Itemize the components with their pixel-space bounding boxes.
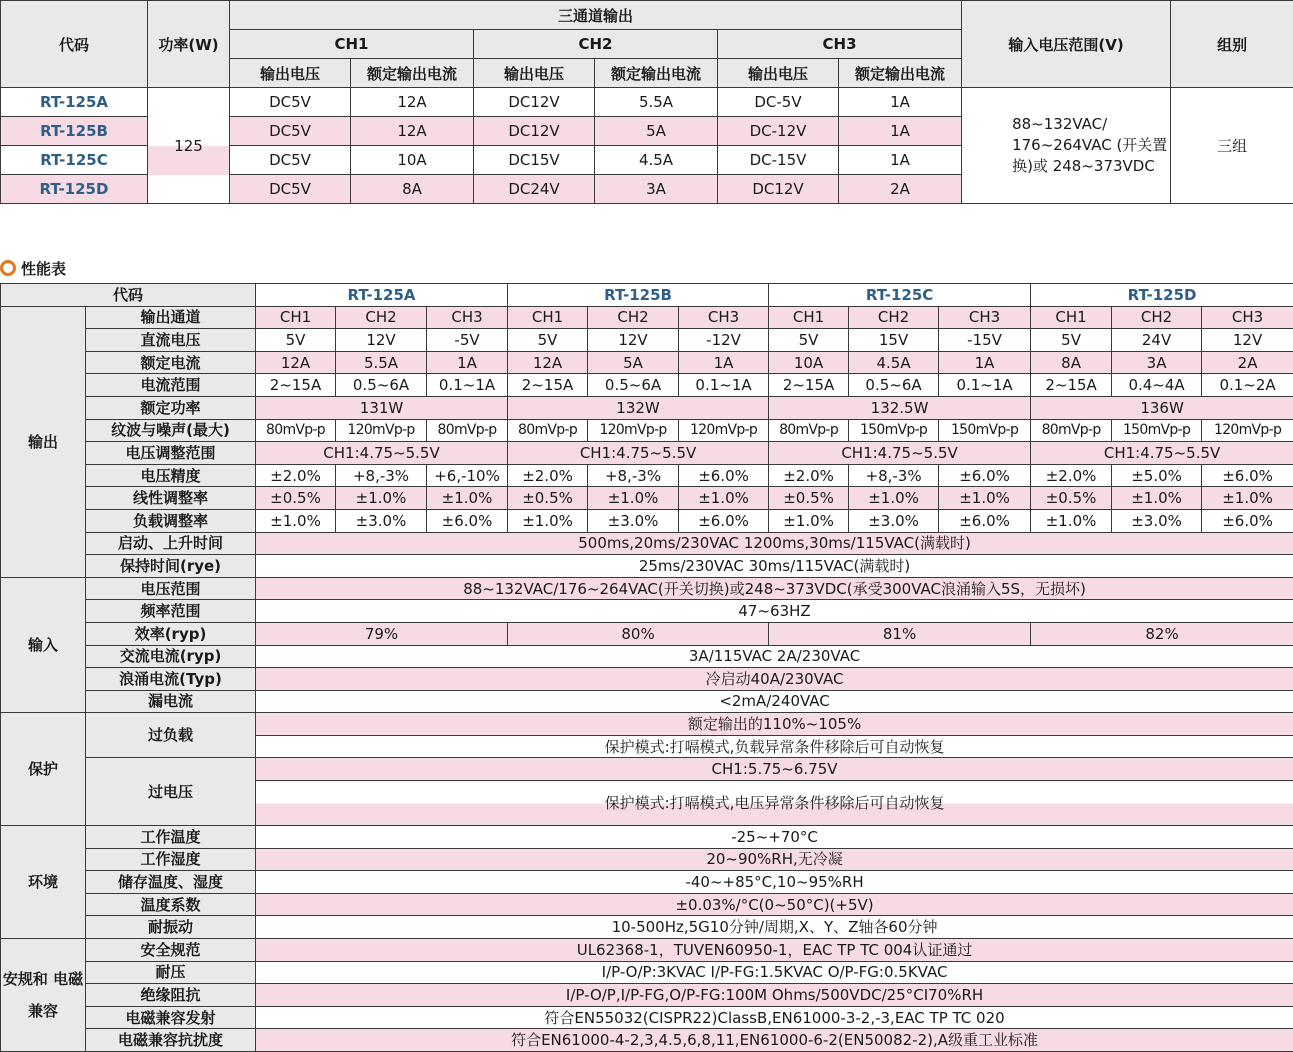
cell: CH1 [769,306,849,329]
cell: ±6.0% [939,509,1031,532]
cell: DC-12V [718,117,839,146]
cell: 150mVp-p [939,419,1031,442]
row-label: 保持时间(rye) [86,555,256,578]
table-row [1,1029,1293,1052]
cell: 150mVp-p [1112,419,1202,442]
cell: 82% [1031,622,1293,645]
cell: 120mVp-p [679,419,769,442]
section-title [0,257,66,279]
row-label: 耐振动 [86,916,256,939]
cell: CH1 [508,306,588,329]
table-row [1,329,1293,352]
cell: 15V [849,329,939,352]
cell: ±5.0% [1112,464,1202,487]
row-label: 电压调整范围 [86,442,256,465]
cell: -5V [427,329,508,352]
cell: ±3.0% [588,509,679,532]
row-label: 直流电压 [86,329,256,352]
header-voltage: 输出电压 [474,59,595,88]
row-label: 效率(ryp) [86,622,256,645]
cell: DC15V [474,146,595,175]
cell: CH1 [1031,306,1112,329]
header-three-channel: 三通道输出 [230,1,962,30]
cell: ±6.0% [427,509,508,532]
cell: ±1.0% [939,487,1031,510]
cell: 2~15A [256,374,336,397]
cell: 10A [351,146,474,175]
cell: 12A [508,351,588,374]
cell: 132.5W [769,396,1031,419]
cell: 3A [595,175,718,204]
cell: DC5V [230,88,351,117]
cell: 80mVp-p [769,419,849,442]
cell: 2~15A [508,374,588,397]
model-header: RT-125B [508,284,769,307]
cell: CH2 [588,306,679,329]
table-row [1,871,1293,894]
cell: 5V [769,329,849,352]
cell: -25~+70°C [256,826,1293,849]
row-label: 绝缘阻抗 [86,984,256,1007]
header-ch1: CH1 [230,30,474,59]
cell: 保护模式:打嗝模式,负载异常条件移除后可自动恢复 [256,735,1293,758]
table-row [1,1006,1293,1029]
table-row [1,758,1293,781]
cell: DC-5V [718,88,839,117]
model-code: RT-125B [1,117,148,146]
row-label: 负载调整率 [86,509,256,532]
table-row [1,442,1293,465]
table-row [1,713,1293,736]
category-output: 输出 [1,306,86,577]
cell: 24V [1112,329,1202,352]
row-label: 过电压 [86,758,256,826]
ring-bullet-icon [0,260,16,276]
cell: 5A [588,351,679,374]
cell: CH2 [336,306,427,329]
cell: ±2.0% [508,464,588,487]
cell: ±0.5% [256,487,336,510]
cell: 5.5A [336,351,427,374]
cell: 12V [588,329,679,352]
cell: 80mVp-p [1031,419,1112,442]
cell: 0.5~6A [336,374,427,397]
cell: ±0.5% [769,487,849,510]
row-label: 电流范围 [86,374,256,397]
cell: CH1 [256,306,336,329]
cell: ±1.0% [256,509,336,532]
cell: ±1.0% [1202,487,1293,510]
cell: 2~15A [1031,374,1112,397]
cell: 120mVp-p [1202,419,1293,442]
cell: <2mA/240VAC [256,690,1293,713]
table-row [1,284,1293,307]
cell: DC24V [474,175,595,204]
table-row [1,939,1293,962]
header-code: 代码 [1,284,256,307]
cell: CH3 [939,306,1031,329]
header-power: 功率(W) [148,1,230,88]
table-row [1,916,1293,939]
cell: ±2.0% [769,464,849,487]
row-label: 交流电流(ryp) [86,645,256,668]
cell: 10A [769,351,849,374]
cell: 5V [256,329,336,352]
row-label: 额定功率 [86,396,256,419]
cell: CH1:5.75~6.75V [256,758,1293,781]
row-label: 频率范围 [86,600,256,623]
cell: 120mVp-p [336,419,427,442]
cell: ±1.0% [508,509,588,532]
cell: +6,-10% [427,464,508,487]
cell: 80mVp-p [508,419,588,442]
cell: 1A [839,117,962,146]
cell: ±3.0% [849,509,939,532]
row-label: 漏电流 [86,690,256,713]
table-row [1,88,1293,117]
model-code: RT-125C [1,146,148,175]
cell: 0.1~1A [939,374,1031,397]
cell: 0.4~4A [1112,374,1202,397]
cell: 120mVp-p [588,419,679,442]
cell: CH3 [1202,306,1293,329]
row-label: 耐压 [86,961,256,984]
row-label: 额定电流 [86,351,256,374]
cell: ±6.0% [1202,509,1293,532]
cell: ±1.0% [427,487,508,510]
model-table [0,0,1293,204]
cell: DC5V [230,175,351,204]
cell: 80% [508,622,769,645]
cell: ±0.5% [508,487,588,510]
row-label: 电压精度 [86,464,256,487]
table-row [1,487,1293,510]
cell: I/P-O/P,I/P-FG,O/P-FG:100M Ohms/500VDC/25°CI70%RH [256,984,1293,1007]
cell: ±6.0% [1202,464,1293,487]
header-voltage: 输出电压 [230,59,351,88]
cell: CH1:4.75~5.5V [508,442,769,465]
cell: ±6.0% [679,509,769,532]
cell: 符合EN55032(CISPR22)ClassB,EN61000-3-2,-3,EAC TP TC 020 [256,1006,1293,1029]
cell: 25ms/230VAC 30ms/115VAC(满载时) [256,555,1293,578]
cell: 79% [256,622,508,645]
cell: 1A [679,351,769,374]
table-row [1,961,1293,984]
cell: ±2.0% [256,464,336,487]
cell: -15V [939,329,1031,352]
cell: ±6.0% [939,464,1031,487]
header-input-range: 输入电压范围(V) [962,1,1171,88]
table-row [1,645,1293,668]
cell: CH3 [679,306,769,329]
model-header: RT-125D [1031,284,1293,307]
cell: 4.5A [849,351,939,374]
cell: 4.5A [595,146,718,175]
cell: 132W [508,396,769,419]
cell: ±1.0% [588,487,679,510]
cell: 81% [769,622,1031,645]
table-row [1,419,1293,442]
cell: 1A [427,351,508,374]
header-ch2: CH2 [474,30,718,59]
cell: 符合EN61000-4-2,3,4.5,6,8,11,EN61000-6-2(EN50082-2),A级重工业标准 [256,1029,1293,1052]
table-row [1,509,1293,532]
row-label: 安全规范 [86,939,256,962]
cell: ±6.0% [679,464,769,487]
input-range-value: 88~132VAC/ 176~264VAC (开关置换)或 248~373VDC [962,88,1171,204]
table-row [1,622,1293,645]
model-header: RT-125A [256,284,508,307]
cell: CH3 [427,306,508,329]
cell: 0.5~6A [588,374,679,397]
category-safety: 安规和 电磁兼容 [1,939,86,1052]
cell: 1A [839,146,962,175]
cell: 5.5A [595,88,718,117]
model-code: RT-125D [1,175,148,204]
cell: 131W [256,396,508,419]
cell: 80mVp-p [427,419,508,442]
model-header: RT-125C [769,284,1031,307]
table-row [1,893,1293,916]
header-ch3: CH3 [718,30,962,59]
table-row [1,690,1293,713]
cell: DC5V [230,146,351,175]
cell: DC12V [474,117,595,146]
category-protection: 保护 [1,713,86,826]
cell: 88~132VAC/176~264VAC(开关切换)或248~373VDC(承受300VAC浪涌输入5S，无损坏) [256,577,1293,600]
row-label: 电磁兼容抗扰度 [86,1029,256,1052]
cell: 12A [351,117,474,146]
cell: 8A [351,175,474,204]
cell: ±1.0% [1031,509,1112,532]
row-label: 储存温度、湿度 [86,871,256,894]
table-row [1,351,1293,374]
cell: ±0.03%/°C(0~50°C)(+5V) [256,893,1293,916]
cell: 12A [256,351,336,374]
cell: 8A [1031,351,1112,374]
cell: +8,-3% [588,464,679,487]
row-label: 线性调整率 [86,487,256,510]
cell: ±0.5% [1031,487,1112,510]
cell: 0.5~6A [849,374,939,397]
cell: I/P-O/P:3KVAC I/P-FG:1.5KVAC O/P-FG:0.5KVAC [256,961,1293,984]
row-label: 工作温度 [86,826,256,849]
cell: -12V [679,329,769,352]
cell: 5V [1031,329,1112,352]
cell: +8,-3% [336,464,427,487]
cell: 12V [336,329,427,352]
cell: 47~63HZ [256,600,1293,623]
cell: 0.1~1A [427,374,508,397]
cell: 5V [508,329,588,352]
cell: 0.1~2A [1202,374,1293,397]
cell: +8,-3% [849,464,939,487]
cell: DC12V [718,175,839,204]
row-label: 启动、上升时间 [86,532,256,555]
cell: -40~+85°C,10~95%RH [256,871,1293,894]
row-label: 温度系数 [86,893,256,916]
cell: 1A [939,351,1031,374]
cell: DC5V [230,117,351,146]
cell: ±1.0% [336,487,427,510]
row-label: 过负载 [86,713,256,758]
row-label: 电压范围 [86,577,256,600]
cell: 2A [1202,351,1293,374]
table-row [1,555,1293,578]
cell: ±3.0% [1112,509,1202,532]
table-row [1,532,1293,555]
power-value: 125 [148,88,230,204]
cell: 5A [595,117,718,146]
model-code: RT-125A [1,88,148,117]
cell: 136W [1031,396,1293,419]
cell: 20~90%RH,无冷凝 [256,848,1293,871]
header-current: 额定输出电流 [839,59,962,88]
table-row [1,306,1293,329]
table-row [1,396,1293,419]
table-row [1,984,1293,1007]
table-row [1,668,1293,691]
cell: ±1.0% [1112,487,1202,510]
cell: 3A [1112,351,1202,374]
cell: DC-15V [718,146,839,175]
row-label: 工作湿度 [86,848,256,871]
header-code: 代码 [1,1,148,88]
table-row [1,848,1293,871]
cell: 0.1~1A [679,374,769,397]
cell: 12V [1202,329,1293,352]
cell: 12A [351,88,474,117]
cell: ±3.0% [336,509,427,532]
table-row [1,826,1293,849]
cell: 500ms,20ms/230VAC 1200ms,30ms/115VAC(满载时) [256,532,1293,555]
cell: 3A/115VAC 2A/230VAC [256,645,1293,668]
cell: CH2 [849,306,939,329]
header-group: 组别 [1171,1,1293,88]
header-current: 额定输出电流 [351,59,474,88]
row-label: 输出通道 [86,306,256,329]
cell: CH2 [1112,306,1202,329]
cell: ±1.0% [849,487,939,510]
section-title-text: 性能表 [21,259,67,278]
table-row [1,464,1293,487]
cell: 冷启动40A/230VAC [256,668,1293,691]
category-input: 输入 [1,577,86,713]
header-current: 额定输出电流 [595,59,718,88]
cell: ±2.0% [1031,464,1112,487]
cell: 2A [839,175,962,204]
cell: 1A [839,88,962,117]
row-label: 纹波与噪声(最大) [86,419,256,442]
category-environment: 环境 [1,826,86,939]
cell: 保护模式:打嗝模式,电压异常条件移除后可自动恢复 [256,781,1293,826]
cell: DC12V [474,88,595,117]
cell: 80mVp-p [256,419,336,442]
row-label: 浪涌电流(Typ) [86,668,256,691]
cell: 150mVp-p [849,419,939,442]
cell: CH1:4.75~5.5V [1031,442,1293,465]
cell: UL62368-1，TUVEN60950-1，EAC TP TC 004认证通过 [256,939,1293,962]
cell: ±1.0% [769,509,849,532]
header-voltage: 输出电压 [718,59,839,88]
group-value: 三组 [1171,88,1293,204]
cell: CH1:4.75~5.5V [769,442,1031,465]
cell: 10-500Hz,5G10分钟/周期,X、Y、Z轴各60分钟 [256,916,1293,939]
table-row [1,374,1293,397]
table-row [1,600,1293,623]
row-label: 电磁兼容发射 [86,1006,256,1029]
performance-table [0,283,1293,1052]
table-row [1,577,1293,600]
cell: CH1:4.75~5.5V [256,442,508,465]
cell: ±1.0% [679,487,769,510]
cell: 2~15A [769,374,849,397]
cell: 额定输出的110%~105% [256,713,1293,736]
